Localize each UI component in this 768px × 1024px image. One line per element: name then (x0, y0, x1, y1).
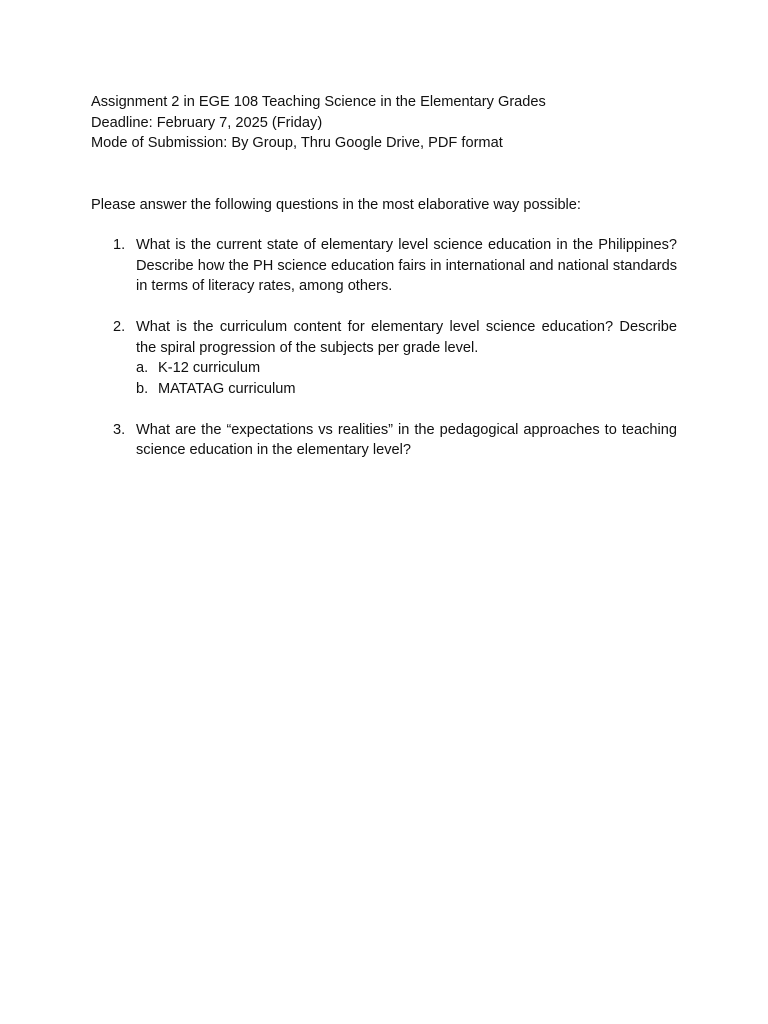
question-number: 1. (113, 237, 126, 253)
question-text: What are the “expectations vs realities” in the pedagogical approaches to teaching science education in the elementary level? (136, 421, 677, 458)
question-item-1 (91, 235, 677, 297)
assignment-header (91, 92, 677, 154)
question-list (91, 235, 677, 461)
question-number: 3. (113, 421, 126, 438)
sublist-text: K-12 curriculum (158, 360, 261, 376)
sublist-item-matatag (136, 379, 677, 400)
question-item-2 (91, 317, 677, 399)
assignment-title: Assignment 2 in EGE 108 Teaching Science in the Elementary Grades (91, 94, 546, 110)
question-item-3 (91, 420, 677, 461)
sublist-label: a. (136, 360, 149, 376)
sublist-label: b. (136, 380, 149, 397)
sublist-text: MATATAG curriculum (158, 380, 296, 397)
question-text: What is the current state of elementary level science education in the Philippines? Describe how the PH science education fairs in international and national standards in terms of literacy rates, among others. (136, 237, 677, 294)
question-text: What is the curriculum content for elementary level science education? Describe the spiral progression of the subjects per grade level. (136, 319, 677, 356)
instructions-text: Please answer the following questions in the most elaborative way possible: (91, 196, 581, 213)
question-number: 2. (113, 319, 126, 335)
document-body (91, 92, 677, 481)
sublist-item-k12 (136, 358, 677, 379)
deadline-line: Deadline: February 7, 2025 (Friday) (91, 114, 323, 131)
submission-mode-line: Mode of Submission: By Group, Thru Google Drive, PDF format (91, 135, 503, 151)
curriculum-sublist (136, 358, 677, 399)
